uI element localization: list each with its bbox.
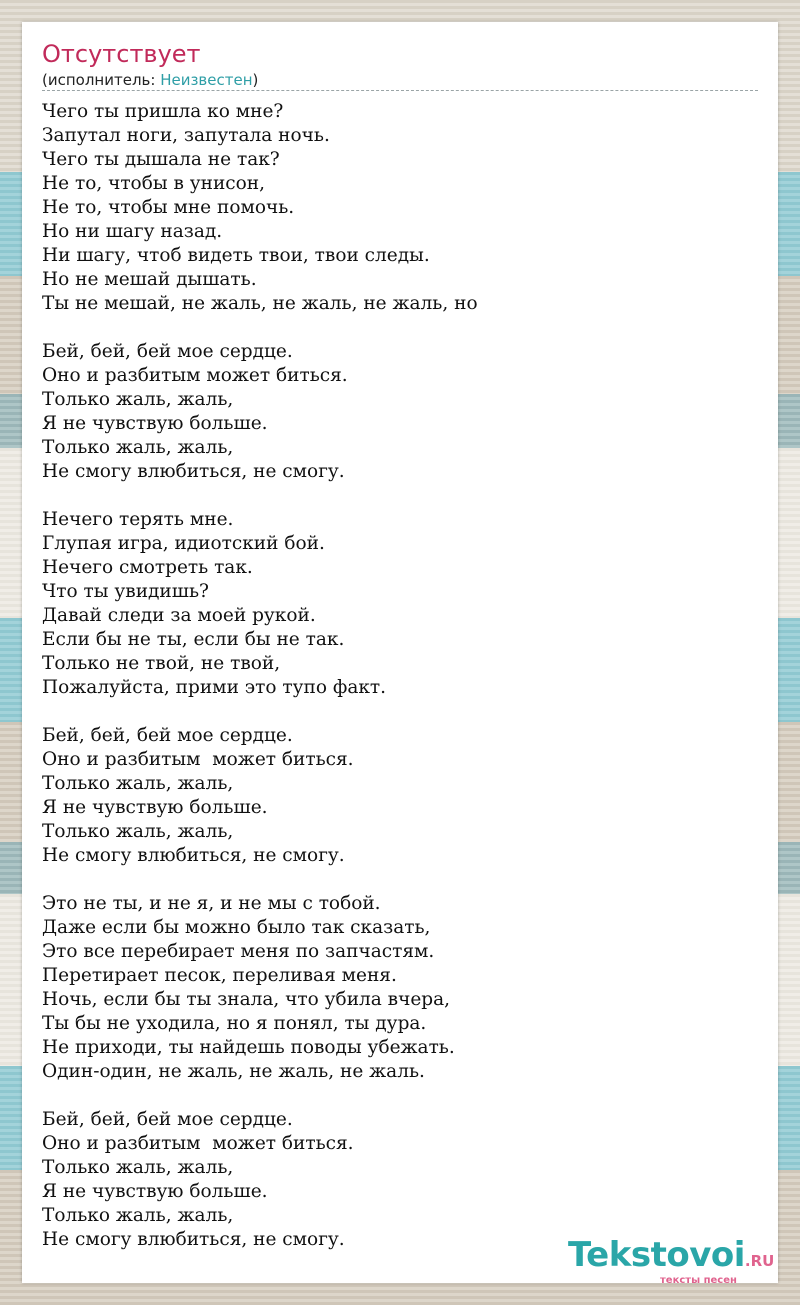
lyrics-line: Только жаль, жаль, — [42, 1205, 234, 1226]
lyrics-line: Нечего смотреть так. — [42, 557, 253, 578]
lyrics-line: Не смогу влюбиться, не смогу. — [42, 1229, 345, 1250]
artist-prefix: (исполнитель: — [42, 71, 161, 89]
lyrics-line: Только не твой, не твой, — [42, 653, 281, 674]
lyrics-line: Бей, бей, бей мое сердце. — [42, 725, 293, 746]
lyrics-line: Только жаль, жаль, — [42, 773, 234, 794]
lyrics-line: Ночь, если бы ты знала, что убила вчера, — [42, 989, 451, 1010]
lyrics-line: Что ты увидишь? — [42, 581, 209, 602]
lyrics-line: Чего ты пришла ко мне? — [42, 101, 284, 122]
lyrics-line: Давай следи за моей рукой. — [42, 605, 316, 626]
lyrics-line: Я не чувствую больше. — [42, 1181, 268, 1202]
lyrics-line: Я не чувствую больше. — [42, 797, 268, 818]
lyrics-line: Ты бы не уходила, но я понял, ты дура. — [42, 1013, 427, 1034]
lyrics-line: Только жаль, жаль, — [42, 1157, 234, 1178]
lyrics-stanza — [42, 892, 478, 1084]
lyrics-line: Только жаль, жаль, — [42, 389, 234, 410]
lyrics-text — [42, 100, 478, 1252]
lyrics-stanza — [42, 724, 478, 868]
lyrics-line: Один-один, не жаль, не жаль, не жаль. — [42, 1061, 425, 1082]
lyrics-line: Но не мешай дышать. — [42, 269, 257, 290]
lyrics-line: Если бы не ты, если бы не так. — [42, 629, 345, 650]
lyrics-line: Не приходи, ты найдешь поводы убежать. — [42, 1037, 455, 1058]
lyrics-line: Чего ты дышала не так? — [42, 149, 280, 170]
lyrics-line: Не то, чтобы в унисон, — [42, 173, 265, 194]
lyrics-stanza — [42, 100, 478, 316]
lyrics-stanza — [42, 340, 478, 484]
artist-link[interactable]: Неизвестен — [160, 71, 253, 89]
lyrics-line: Даже если бы можно было так сказать, — [42, 917, 431, 938]
lyrics-line: Бей, бей, бей мое сердце. — [42, 1109, 293, 1130]
site-logo[interactable] — [568, 1235, 775, 1286]
lyrics-stanza — [42, 508, 478, 700]
lyrics-line: Нечего терять мне. — [42, 509, 234, 530]
song-title: Отсутствует — [42, 40, 201, 68]
lyrics-line: Не смогу влюбиться, не смогу. — [42, 845, 345, 866]
lyrics-line: Это все перебирает меня по запчастям. — [42, 941, 435, 962]
lyrics-card — [22, 22, 778, 1286]
lyrics-line: Только жаль, жаль, — [42, 821, 234, 842]
artist-suffix: ) — [252, 71, 259, 89]
lyrics-line: Ни шагу, чтоб видеть твои, твои следы. — [42, 245, 430, 266]
lyrics-line: Не смогу влюбиться, не смогу. — [42, 461, 345, 482]
lyrics-line: Запутал ноги, запутала ночь. — [42, 125, 330, 146]
lyrics-line: Ты не мешай, не жаль, не жаль, не жаль, но — [42, 293, 478, 314]
logo-brand: Tekstovoi — [568, 1235, 745, 1275]
lyrics-stanza — [42, 1108, 478, 1252]
logo-tagline: тексты песен — [660, 1275, 737, 1286]
artist-line — [42, 71, 258, 89]
logo-tld: .RU — [744, 1252, 775, 1270]
lyrics-line: Перетирает песок, переливая меня. — [42, 965, 397, 986]
title-divider — [42, 90, 758, 91]
lyrics-line: Я не чувствую больше. — [42, 413, 268, 434]
lyrics-line: Это не ты, и не я, и не мы с тобой. — [42, 893, 381, 914]
lyrics-line: Только жаль, жаль, — [42, 437, 234, 458]
lyrics-line: Оно и разбитым может биться. — [42, 365, 348, 386]
lyrics-line: Не то, чтобы мне помочь. — [42, 197, 295, 218]
lyrics-line: Бей, бей, бей мое сердце. — [42, 341, 293, 362]
lyrics-line: Оно и разбитым может биться. — [42, 1133, 354, 1154]
lyrics-line: Оно и разбитым может биться. — [42, 749, 354, 770]
lyrics-line: Пожалуйста, прими это тупо факт. — [42, 677, 387, 698]
lyrics-line: Глупая игра, идиотский бой. — [42, 533, 325, 554]
lyrics-line: Но ни шагу назад. — [42, 221, 223, 242]
